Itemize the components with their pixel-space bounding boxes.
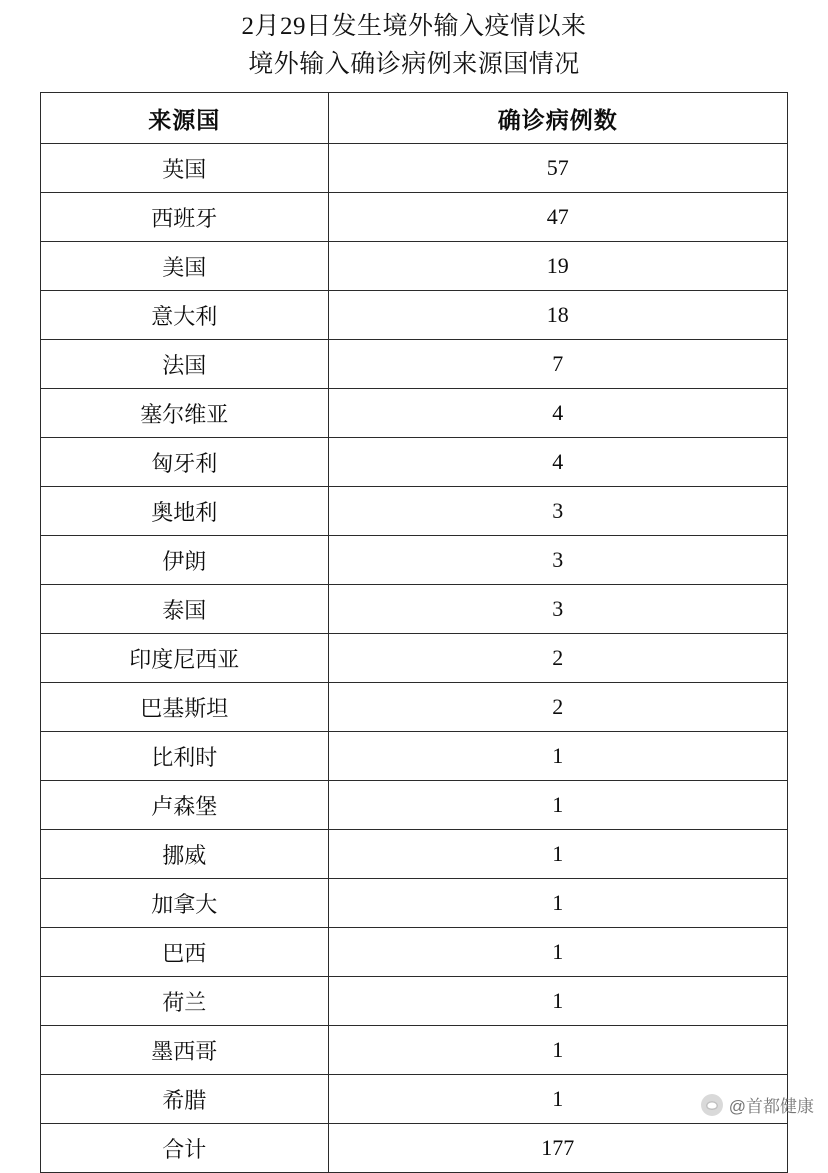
- table-row: [41, 144, 788, 193]
- cell-count: 1: [328, 1026, 787, 1075]
- cell-count: 19: [328, 242, 787, 291]
- table-row: [41, 634, 788, 683]
- cell-count: 18: [328, 291, 787, 340]
- cell-count: 3: [328, 536, 787, 585]
- table-row: [41, 830, 788, 879]
- imported-cases-table: [40, 92, 788, 1173]
- weibo-icon: [701, 1094, 723, 1116]
- cell-country: 匈牙利: [41, 438, 329, 487]
- table-row: [41, 977, 788, 1026]
- cell-count: 1: [328, 879, 787, 928]
- table-row: [41, 340, 788, 389]
- title-line-2: 境外输入确诊病例来源国情况: [248, 51, 580, 78]
- cell-country: 泰国: [41, 585, 329, 634]
- cell-count: 1: [328, 977, 787, 1026]
- watermark-label: @首都健康: [728, 1097, 814, 1116]
- table-row: [41, 928, 788, 977]
- cell-count: 1: [328, 830, 787, 879]
- cell-count: 57: [328, 144, 787, 193]
- table-row: [41, 683, 788, 732]
- cell-count: 177: [328, 1124, 787, 1173]
- cell-count: 2: [328, 634, 787, 683]
- cell-country: 法国: [41, 340, 329, 389]
- cell-country: 意大利: [41, 291, 329, 340]
- table-row: [41, 291, 788, 340]
- cell-country: 合计: [41, 1124, 329, 1173]
- cell-country: 挪威: [41, 830, 329, 879]
- table-body: [41, 144, 788, 1173]
- cell-country: 卢森堡: [41, 781, 329, 830]
- column-header-count: 确诊病例数: [328, 93, 787, 144]
- table-row: [41, 1026, 788, 1075]
- cell-count: 1: [328, 928, 787, 977]
- column-header-country: 来源国: [41, 93, 329, 144]
- cell-count: 3: [328, 487, 787, 536]
- cell-country: 西班牙: [41, 193, 329, 242]
- cell-count: 7: [328, 340, 787, 389]
- cell-count: 1: [328, 1075, 787, 1124]
- cell-count: 3: [328, 585, 787, 634]
- watermark: [701, 1092, 814, 1117]
- cell-count: 4: [328, 438, 787, 487]
- cell-country: 英国: [41, 144, 329, 193]
- table-row: [41, 781, 788, 830]
- table-row: [41, 242, 788, 291]
- cell-country: 巴基斯坦: [41, 683, 329, 732]
- table-row: [41, 585, 788, 634]
- cell-country: 希腊: [41, 1075, 329, 1124]
- table-row: [41, 732, 788, 781]
- cell-country: 伊朗: [41, 536, 329, 585]
- title-line-1: 2月29日发生境外输入疫情以来: [241, 13, 587, 40]
- table-container: [40, 92, 788, 1173]
- cell-country: 墨西哥: [41, 1026, 329, 1075]
- table-row: [41, 487, 788, 536]
- cell-country: 比利时: [41, 732, 329, 781]
- cell-country: 奥地利: [41, 487, 329, 536]
- cell-country: 加拿大: [41, 879, 329, 928]
- cell-count: 2: [328, 683, 787, 732]
- cell-count: 47: [328, 193, 787, 242]
- table-row: [41, 438, 788, 487]
- table-row: [41, 193, 788, 242]
- table-row: [41, 389, 788, 438]
- table-row: [41, 536, 788, 585]
- cell-country: 巴西: [41, 928, 329, 977]
- table-row: [41, 1075, 788, 1124]
- document-title: [0, 0, 828, 84]
- table-header: [41, 93, 788, 144]
- cell-country: 荷兰: [41, 977, 329, 1026]
- cell-count: 1: [328, 781, 787, 830]
- cell-country: 印度尼西亚: [41, 634, 329, 683]
- table-row: [41, 879, 788, 928]
- cell-count: 4: [328, 389, 787, 438]
- table-header-row: [41, 93, 788, 144]
- table-row-total: [41, 1124, 788, 1173]
- cell-country: 塞尔维亚: [41, 389, 329, 438]
- cell-count: 1: [328, 732, 787, 781]
- cell-country: 美国: [41, 242, 329, 291]
